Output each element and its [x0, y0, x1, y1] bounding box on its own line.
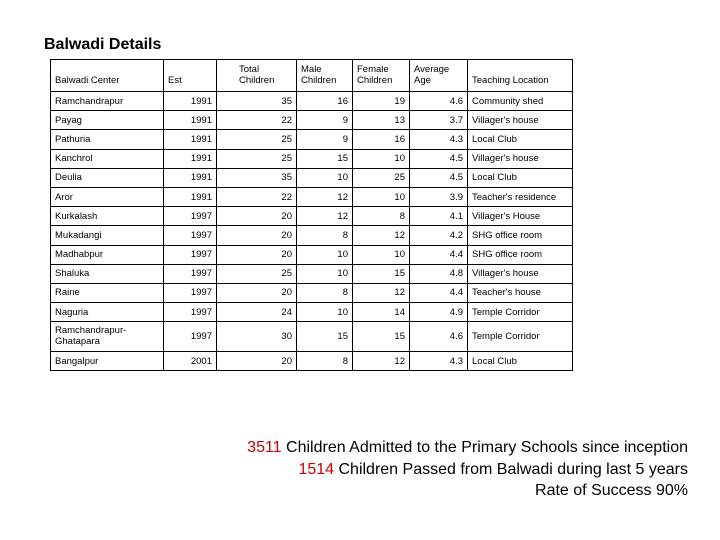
- table-row: [51, 264, 573, 283]
- table-row: [51, 322, 573, 352]
- cell-location: Teacher's residence: [468, 187, 573, 206]
- cell-male: 8: [297, 352, 353, 371]
- cell-male: 10: [297, 168, 353, 187]
- cell-est: 2001: [164, 352, 217, 371]
- cell-location: Villager's house: [468, 111, 573, 130]
- header-male-line1: Male: [301, 64, 322, 75]
- cell-center: Aror: [51, 187, 164, 206]
- cell-est: 1997: [164, 245, 217, 264]
- cell-total: 20: [217, 245, 297, 264]
- cell-total: 35: [217, 92, 297, 111]
- cell-total: 22: [217, 187, 297, 206]
- page-title: Balwadi Details: [44, 36, 162, 53]
- cell-age: 4.1: [410, 207, 468, 226]
- header-age: [410, 60, 468, 92]
- cell-location: Community shed: [468, 92, 573, 111]
- cell-male: 9: [297, 111, 353, 130]
- table-row: [51, 130, 573, 149]
- header-total: [217, 60, 297, 92]
- table-row: [51, 245, 573, 264]
- cell-est: 1997: [164, 303, 217, 322]
- cell-est: 1991: [164, 149, 217, 168]
- cell-total: 30: [217, 322, 297, 352]
- table-row: [51, 111, 573, 130]
- cell-age: 4.4: [410, 245, 468, 264]
- cell-center: Pathuria: [51, 130, 164, 149]
- header-total-line2: Children: [239, 75, 275, 86]
- cell-est: 1991: [164, 92, 217, 111]
- cell-location: Villager's House: [468, 207, 573, 226]
- cell-est: 1997: [164, 226, 217, 245]
- cell-female: 13: [353, 111, 410, 130]
- cell-male: 12: [297, 187, 353, 206]
- cell-est: 1997: [164, 264, 217, 283]
- passed-count: 1514: [298, 460, 335, 478]
- cell-male: 15: [297, 322, 353, 352]
- cell-female: 16: [353, 130, 410, 149]
- cell-female: 19: [353, 92, 410, 111]
- cell-female: 10: [353, 245, 410, 264]
- cell-female: 12: [353, 226, 410, 245]
- summary-block: [247, 437, 688, 502]
- table-row: [51, 352, 573, 371]
- cell-female: 8: [353, 207, 410, 226]
- cell-age: 3.7: [410, 111, 468, 130]
- header-age-line1: Average: [414, 64, 450, 75]
- header-female-line1: Female: [357, 64, 389, 75]
- cell-total: 22: [217, 111, 297, 130]
- table-row: [51, 226, 573, 245]
- cell-total: 20: [217, 352, 297, 371]
- cell-male: 16: [297, 92, 353, 111]
- cell-center: Madhabpur: [51, 245, 164, 264]
- cell-male: 10: [297, 303, 353, 322]
- cell-center: Bangalpur: [51, 352, 164, 371]
- cell-center: Ramchandrapur: [51, 92, 164, 111]
- header-age-line2: Age: [414, 75, 431, 86]
- cell-male: 10: [297, 264, 353, 283]
- cell-est: 1991: [164, 168, 217, 187]
- cell-center: Ramchandrapur-Ghatapara: [51, 322, 164, 352]
- table-row: [51, 92, 573, 111]
- header-total-line1: Total: [239, 64, 260, 75]
- table-row: [51, 283, 573, 302]
- cell-location: SHG office room: [468, 226, 573, 245]
- cell-center: Raine: [51, 283, 164, 302]
- cell-female: 15: [353, 322, 410, 352]
- cell-center: Mukadangi: [51, 226, 164, 245]
- cell-age: 4.8: [410, 264, 468, 283]
- cell-total: 25: [217, 149, 297, 168]
- cell-female: 15: [353, 264, 410, 283]
- cell-male: 8: [297, 283, 353, 302]
- header-center: Balwadi Center: [51, 60, 164, 92]
- cell-center: Deulia: [51, 168, 164, 187]
- cell-age: 4.6: [410, 92, 468, 111]
- cell-location: Local Club: [468, 352, 573, 371]
- cell-total: 25: [217, 264, 297, 283]
- cell-total: 20: [217, 283, 297, 302]
- cell-location: Temple Corridor: [468, 303, 573, 322]
- cell-female: 14: [353, 303, 410, 322]
- cell-total: 20: [217, 226, 297, 245]
- header-location: Teaching Location: [468, 60, 573, 92]
- passed-text: Children Passed from Balwadi during last 5 years: [334, 460, 688, 478]
- cell-location: Temple Corridor: [468, 322, 573, 352]
- cell-male: 12: [297, 207, 353, 226]
- cell-male: 9: [297, 130, 353, 149]
- summary-line-success-rate: Rate of Success 90%: [535, 482, 688, 499]
- cell-est: 1997: [164, 322, 217, 352]
- cell-location: Villager's house: [468, 149, 573, 168]
- cell-est: 1991: [164, 187, 217, 206]
- cell-age: 4.4: [410, 283, 468, 302]
- cell-male: 15: [297, 149, 353, 168]
- cell-center: Shaluka: [51, 264, 164, 283]
- summary-line-passed: [247, 459, 688, 481]
- cell-center: Naguria: [51, 303, 164, 322]
- cell-age: 4.5: [410, 149, 468, 168]
- cell-age: 4.6: [410, 322, 468, 352]
- cell-female: 12: [353, 283, 410, 302]
- summary-line-admitted: [247, 437, 688, 459]
- table-row: [51, 149, 573, 168]
- table-header-row: [51, 60, 573, 92]
- header-male: [297, 60, 353, 92]
- cell-est: 1997: [164, 207, 217, 226]
- header-est: Est: [164, 60, 217, 92]
- cell-est: 1991: [164, 130, 217, 149]
- cell-est: 1991: [164, 111, 217, 130]
- table-row: [51, 207, 573, 226]
- cell-location: Teacher's house: [468, 283, 573, 302]
- cell-total: 24: [217, 303, 297, 322]
- cell-total: 35: [217, 168, 297, 187]
- balwadi-table: [50, 59, 573, 371]
- cell-est: 1997: [164, 283, 217, 302]
- cell-age: 4.9: [410, 303, 468, 322]
- cell-total: 20: [217, 207, 297, 226]
- cell-female: 10: [353, 187, 410, 206]
- table-row: [51, 303, 573, 322]
- cell-female: 25: [353, 168, 410, 187]
- cell-male: 8: [297, 226, 353, 245]
- cell-location: Local Club: [468, 130, 573, 149]
- cell-female: 10: [353, 149, 410, 168]
- table-row: [51, 187, 573, 206]
- cell-location: Local Club: [468, 168, 573, 187]
- cell-age: 3.9: [410, 187, 468, 206]
- header-female: [353, 60, 410, 92]
- header-female-line2: Children: [357, 75, 393, 86]
- admitted-count: 3511: [247, 439, 282, 456]
- header-male-line2: Children: [301, 75, 337, 86]
- cell-center: Kanchrol: [51, 149, 164, 168]
- cell-center: Payag: [51, 111, 164, 130]
- cell-age: 4.3: [410, 130, 468, 149]
- cell-age: 4.5: [410, 168, 468, 187]
- cell-male: 10: [297, 245, 353, 264]
- cell-total: 25: [217, 130, 297, 149]
- cell-age: 4.3: [410, 352, 468, 371]
- cell-age: 4.2: [410, 226, 468, 245]
- cell-female: 12: [353, 352, 410, 371]
- cell-location: SHG office room: [468, 245, 573, 264]
- admitted-text: Children Admitted to the Primary Schools since inception: [281, 439, 688, 456]
- cell-location: Villager's house: [468, 264, 573, 283]
- table-row: [51, 168, 573, 187]
- cell-center: Kurkalash: [51, 207, 164, 226]
